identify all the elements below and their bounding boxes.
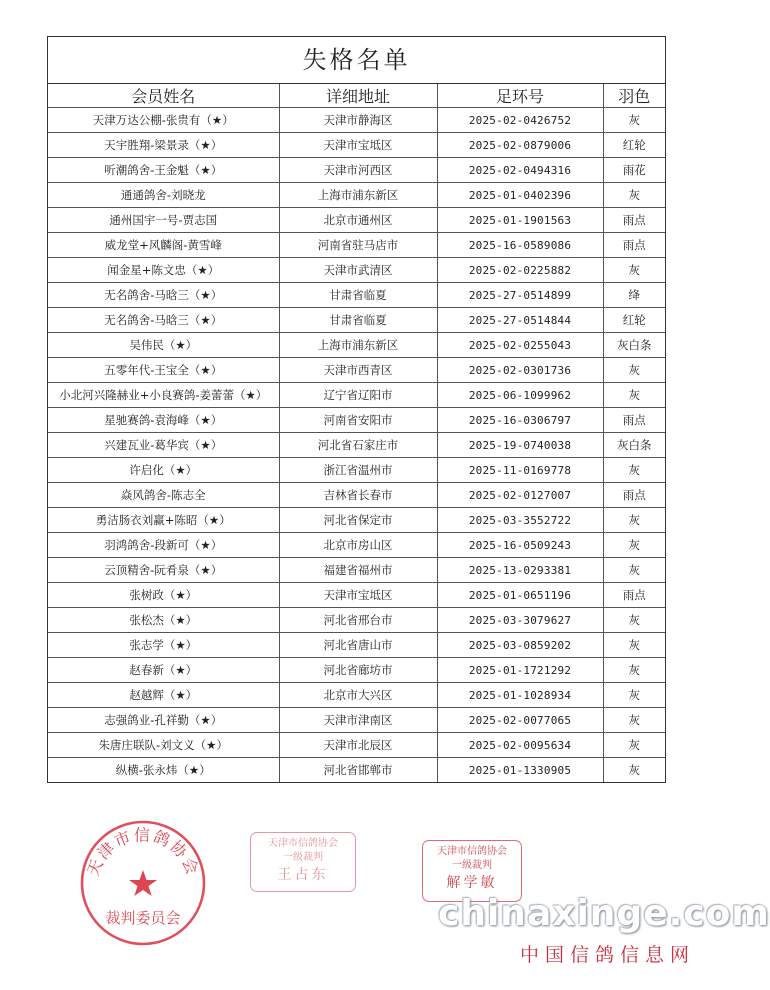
table-row (48, 258, 665, 283)
ring-number-cell: 2025-02-0225882 (437, 258, 603, 283)
address-cell: 吉林省长春市 (279, 483, 437, 508)
member-name-cell: 勇洁肠衣刘赢+陈昭（★） (48, 508, 279, 533)
member-name-cell: 赵越辉（★） (48, 683, 279, 708)
feather-color-cell: 灰 (603, 708, 665, 733)
table-row (48, 483, 665, 508)
ring-number-cell: 2025-02-0879006 (437, 133, 603, 158)
stamp-2-grade: 一级裁判 (452, 860, 492, 871)
stamp-2-org: 天津市信鸽协会 (437, 846, 507, 857)
stamp-1-org: 天津市信鸽协会 (268, 838, 338, 849)
table-row (48, 383, 665, 408)
address-cell: 河南省驻马店市 (279, 233, 437, 258)
member-name-cell: 张树政（★） (48, 583, 279, 608)
address-cell: 天津市宝坻区 (279, 583, 437, 608)
ring-number-cell: 2025-02-0426752 (437, 108, 603, 133)
member-name-cell: 天宇胜翔-梁景录（★） (48, 133, 279, 158)
member-name-cell: 威龙堂+风麟阁-黄雪峰 (48, 233, 279, 258)
address-cell: 北京市房山区 (279, 533, 437, 558)
address-cell: 天津市武清区 (279, 258, 437, 283)
feather-color-cell: 灰 (603, 358, 665, 383)
member-name-cell: 羽鸿鸽舍-段新可（★） (48, 533, 279, 558)
ring-number-cell: 2025-03-3079627 (437, 608, 603, 633)
feather-color-cell: 灰白条 (603, 333, 665, 358)
table-header-row (48, 84, 665, 108)
association-round-seal (78, 818, 208, 948)
feather-color-cell: 雨点 (603, 583, 665, 608)
feather-color-cell: 灰 (603, 683, 665, 708)
table-row (48, 158, 665, 183)
member-name-cell: 张志学（★） (48, 633, 279, 658)
address-cell: 北京市大兴区 (279, 683, 437, 708)
address-cell: 辽宁省辽阳市 (279, 383, 437, 408)
referee-stamp-1 (250, 832, 356, 892)
ring-number-cell: 2025-16-0589086 (437, 233, 603, 258)
ring-number-cell: 2025-03-0859202 (437, 633, 603, 658)
table-row (48, 758, 665, 783)
ring-number-cell: 2025-06-1099962 (437, 383, 603, 408)
address-cell: 天津市津南区 (279, 708, 437, 733)
member-name-cell: 朱唐庄联队-刘文义（★） (48, 733, 279, 758)
seal-center-text: 裁判委员会 (105, 909, 181, 927)
seal-arc-text: 天津市信鸽协会 (83, 825, 203, 879)
address-cell: 河北省廊坊市 (279, 658, 437, 683)
address-cell: 天津市宝坻区 (279, 133, 437, 158)
member-name-cell: 无名鸽舍-马晗三（★） (48, 283, 279, 308)
member-name-cell: 无名鸽舍-马晗三（★） (48, 308, 279, 333)
member-name-cell: 云顶精舍-阮肴泉（★） (48, 558, 279, 583)
ring-number-cell: 2025-01-0402396 (437, 183, 603, 208)
feather-color-cell: 灰 (603, 533, 665, 558)
member-name-cell: 通通鸽舍-刘晓龙 (48, 183, 279, 208)
table-row (48, 558, 665, 583)
table-row (48, 608, 665, 633)
address-cell: 河北省邯郸市 (279, 758, 437, 783)
feather-color-cell: 红轮 (603, 133, 665, 158)
ring-number-cell: 2025-13-0293381 (437, 558, 603, 583)
feather-color-cell: 雨花 (603, 158, 665, 183)
ring-number-cell: 2025-01-0651196 (437, 583, 603, 608)
member-name-cell: 张松杰（★） (48, 608, 279, 633)
table-row (48, 308, 665, 333)
column-header-member-name: 会员姓名 (48, 84, 279, 108)
ring-number-cell: 2025-03-3552722 (437, 508, 603, 533)
table-row (48, 183, 665, 208)
member-name-cell: 天津万达公棚-张贵有（★） (48, 108, 279, 133)
feather-color-cell: 灰 (603, 508, 665, 533)
address-cell: 甘肃省临夏 (279, 283, 437, 308)
ring-number-cell: 2025-27-0514899 (437, 283, 603, 308)
member-name-cell: 兴建瓦业-葛华宾（★） (48, 433, 279, 458)
address-cell: 河北省保定市 (279, 508, 437, 533)
ring-number-cell: 2025-02-0127007 (437, 483, 603, 508)
ring-number-cell: 2025-02-0095634 (437, 733, 603, 758)
table-row (48, 408, 665, 433)
site-watermark: chinaxinge.com (438, 893, 770, 934)
ring-number-cell: 2025-11-0169778 (437, 458, 603, 483)
table-row (48, 458, 665, 483)
ring-number-cell: 2025-01-1028934 (437, 683, 603, 708)
address-cell: 甘肃省临夏 (279, 308, 437, 333)
table-row (48, 633, 665, 658)
feather-color-cell: 雨点 (603, 208, 665, 233)
table-row (48, 533, 665, 558)
column-header-address: 详细地址 (279, 84, 437, 108)
ring-number-cell: 2025-02-0255043 (437, 333, 603, 358)
feather-color-cell: 红轮 (603, 308, 665, 333)
table-row (48, 508, 665, 533)
address-cell: 河北省唐山市 (279, 633, 437, 658)
member-name-cell: 许启化（★） (48, 458, 279, 483)
ring-number-cell: 2025-19-0740038 (437, 433, 603, 458)
disqualification-table (48, 84, 665, 782)
table-row (48, 733, 665, 758)
star-icon (129, 870, 157, 896)
member-name-cell: 赵春新（★） (48, 658, 279, 683)
table-row (48, 133, 665, 158)
ring-number-cell: 2025-02-0301736 (437, 358, 603, 383)
address-cell: 上海市浦东新区 (279, 183, 437, 208)
table-row (48, 658, 665, 683)
table-row (48, 208, 665, 233)
feather-color-cell: 灰 (603, 558, 665, 583)
address-cell: 河北省石家庄市 (279, 433, 437, 458)
ring-number-cell: 2025-01-1901563 (437, 208, 603, 233)
address-cell: 天津市西青区 (279, 358, 437, 383)
table-row (48, 358, 665, 383)
table-row (48, 108, 665, 133)
address-cell: 天津市北辰区 (279, 733, 437, 758)
feather-color-cell: 雨点 (603, 408, 665, 433)
ring-number-cell: 2025-01-1330905 (437, 758, 603, 783)
member-name-cell: 听潮鸽舍-王金魁（★） (48, 158, 279, 183)
address-cell: 河南省安阳市 (279, 408, 437, 433)
table-row (48, 683, 665, 708)
feather-color-cell: 灰 (603, 658, 665, 683)
feather-color-cell: 灰白条 (603, 433, 665, 458)
ring-number-cell: 2025-27-0514844 (437, 308, 603, 333)
feather-color-cell: 灰 (603, 458, 665, 483)
address-cell: 北京市通州区 (279, 208, 437, 233)
feather-color-cell: 雨点 (603, 233, 665, 258)
member-name-cell: 小北河兴隆赫业+小良赛鸽-姜蕾蕾（★） (48, 383, 279, 408)
feather-color-cell: 灰 (603, 383, 665, 408)
feather-color-cell: 灰 (603, 258, 665, 283)
feather-color-cell: 绛 (603, 283, 665, 308)
site-watermark-cn: 中国信鸽信息网 (520, 944, 696, 966)
member-name-cell: 五零年代-王宝全（★） (48, 358, 279, 383)
table-row (48, 283, 665, 308)
feather-color-cell: 雨点 (603, 483, 665, 508)
column-header-feather-color: 羽色 (603, 84, 665, 108)
stamp-1-grade: 一级裁判 (283, 852, 323, 863)
feather-color-cell: 灰 (603, 183, 665, 208)
table-row (48, 333, 665, 358)
member-name-cell: 焱风鸽舍-陈志全 (48, 483, 279, 508)
member-name-cell: 志强鸽业-孔祥勤（★） (48, 708, 279, 733)
address-cell: 上海市浦东新区 (279, 333, 437, 358)
ring-number-cell: 2025-02-0494316 (437, 158, 603, 183)
address-cell: 天津市河西区 (279, 158, 437, 183)
member-name-cell: 吴伟民（★） (48, 333, 279, 358)
member-name-cell: 纵横-张永炜（★） (48, 758, 279, 783)
member-name-cell: 通州国宇一号-贾志国 (48, 208, 279, 233)
address-cell: 福建省福州市 (279, 558, 437, 583)
member-name-cell: 星驰赛鸽-袁海峰（★） (48, 408, 279, 433)
feather-color-cell: 灰 (628, 763, 640, 777)
address-cell: 河北省邢台市 (279, 608, 437, 633)
address-cell: 天津市静海区 (279, 108, 437, 133)
ring-number-cell: 2025-01-1721292 (437, 658, 603, 683)
feather-color-cell: 灰 (603, 108, 665, 133)
table-row (48, 233, 665, 258)
disqualification-sheet (47, 36, 666, 783)
document-title: 失格名单 (48, 37, 665, 84)
stamp-2-signature: 解学敏 (446, 875, 498, 891)
table-row (48, 433, 665, 458)
member-name-cell: 闻金星+陈文忠（★） (48, 258, 279, 283)
ring-number-cell: 2025-02-0077065 (437, 708, 603, 733)
table-row (48, 708, 665, 733)
address-cell: 浙江省温州市 (279, 458, 437, 483)
table-row (48, 583, 665, 608)
feather-color-cell: 灰 (603, 608, 665, 633)
ring-number-cell: 2025-16-0306797 (437, 408, 603, 433)
feather-color-cell: 灰 (603, 633, 665, 658)
ring-number-cell: 2025-16-0509243 (437, 533, 603, 558)
stamp-1-signature: 王占东 (277, 867, 329, 883)
column-header-ring-number: 足环号 (437, 84, 603, 108)
feather-color-cell: 灰 (603, 733, 665, 758)
